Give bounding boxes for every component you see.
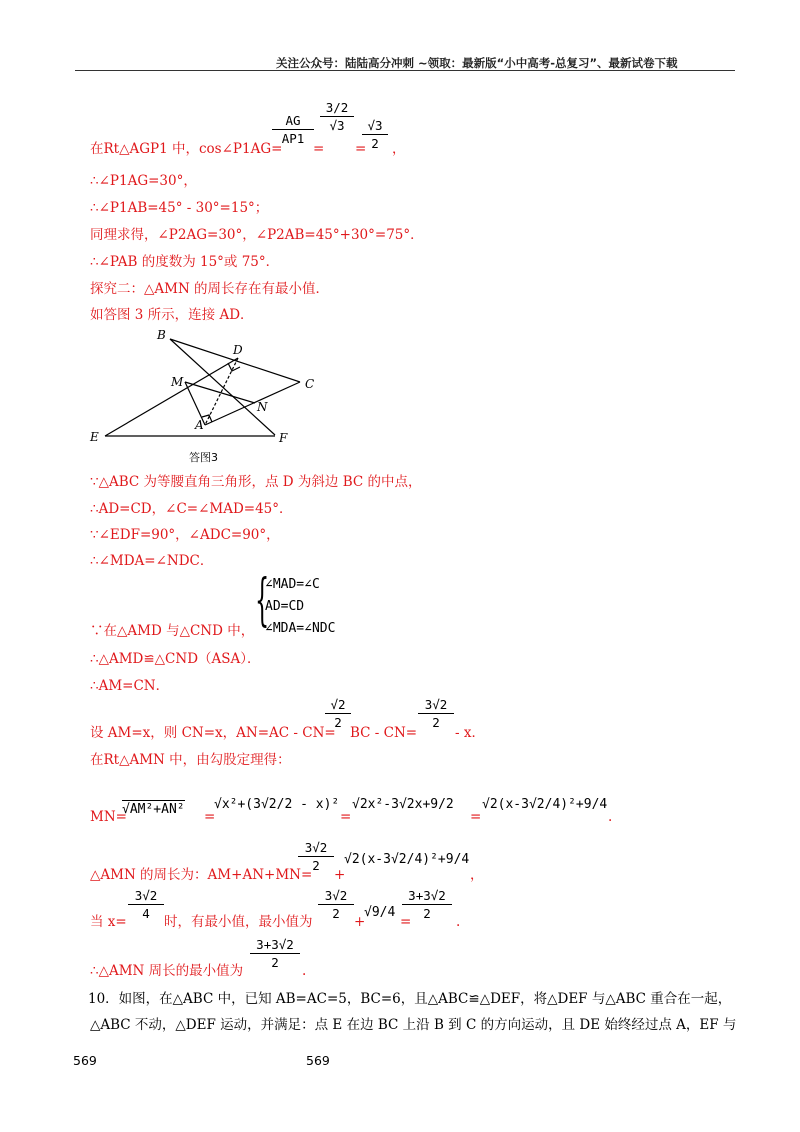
- frac-den: 2: [423, 906, 431, 921]
- label-A: A: [195, 418, 204, 432]
- eq-sign: =: [470, 809, 482, 825]
- line-6: 探究二：△AMN 的周长存在有最小值．: [90, 281, 330, 297]
- line-7: 如答图 3 所示，连接 AD．: [90, 307, 254, 323]
- frac-num: AG: [285, 113, 301, 128]
- line-cos: 在Rt△AGP1 中，cos∠P1AG=: [90, 141, 283, 157]
- line-2: ∴∠P1AG=30°，: [90, 173, 197, 189]
- frac-den: 2: [332, 906, 340, 921]
- line-5: ∴∠PAB 的度数为 15°或 75°．: [90, 254, 280, 270]
- label-B: B: [157, 328, 166, 342]
- frac-num: 3√2: [304, 840, 328, 855]
- label-C: C: [305, 377, 315, 391]
- frac-den: 2: [371, 136, 379, 151]
- frac-sqrt2-2: [325, 697, 351, 730]
- system-eq-3: ∠MDA=∠NDC: [265, 621, 336, 636]
- line-19-mid: 时，有最小值，最小值为: [164, 914, 313, 930]
- frac-3p3sqrt2-2-b: [250, 937, 300, 970]
- period: .: [302, 963, 307, 979]
- frac-num: 3+3√2: [408, 888, 446, 903]
- line-18: △AMN 的周长为：AM+AN+MN=: [90, 867, 313, 883]
- line-19: 当 x=: [90, 914, 127, 930]
- edge-C-A: [205, 382, 300, 425]
- label-N: N: [257, 400, 268, 414]
- system-eq-2: AD=CD: [265, 599, 305, 614]
- line-15-mid: BC - CN=: [350, 725, 418, 741]
- plus-sign: +: [354, 914, 366, 930]
- label-F: F: [279, 431, 288, 445]
- frac-num: 3√2: [134, 888, 158, 903]
- question-10-line-2: △ABC 不动，△DEF 运动，并满足：点 E 在边 BC 上沿 B 到 C 的方向运动，且 DE 始终经过点 A，EF 与: [90, 1017, 737, 1033]
- frac-den: 2: [312, 858, 320, 873]
- line-17-label: MN=: [90, 809, 127, 825]
- frac-ag-ap1: [272, 113, 314, 146]
- label-M: M: [171, 375, 184, 389]
- frac-num: √3: [367, 118, 383, 133]
- page-number-left: 569: [73, 1053, 97, 1068]
- frac-num: 3√2: [324, 888, 348, 903]
- root-expr-2: √x²+(3√2/2 - x)²: [214, 797, 340, 812]
- frac-sqrt3-2: [362, 118, 388, 151]
- edge-B-F: [170, 339, 275, 435]
- line-13: ∴△AMD≌△CND（ASA）．: [90, 651, 261, 667]
- frac-num: 3/2: [325, 100, 349, 115]
- eq-sign: =: [355, 141, 367, 157]
- line-4: 同理求得，∠P2AG=30°，∠P2AB=45°+30°=75°．: [90, 227, 424, 243]
- frac-den: AP1: [281, 131, 305, 146]
- header-rule: [75, 70, 735, 71]
- frac-den: 2: [432, 715, 440, 730]
- right-angle-D: [228, 363, 240, 371]
- eq-sign: =: [340, 809, 352, 825]
- eq-sign: =: [313, 141, 325, 157]
- frac-den: 2: [334, 715, 342, 730]
- line-8: ∵△ABC 为等腰直角三角形，点 D 为斜边 BC 的中点，: [90, 474, 422, 490]
- frac-num: √2: [330, 697, 346, 712]
- line-3: ∴∠P1AB=45° - 30°=15°；: [90, 200, 269, 216]
- edge-E-D: [105, 358, 238, 436]
- eq-sign: =: [400, 914, 412, 930]
- line-15-end: - x．: [455, 725, 485, 741]
- line-14: ∴AM=CN．: [90, 678, 170, 694]
- line-12: ∵在△AMD 与△CND 中，: [90, 623, 255, 639]
- question-10-line-1: 10．如图，在△ABC 中，已知 AB=AC=5，BC=6，且△ABC≌△DEF，将△DEF 与△ABC 重合在一起，: [88, 991, 732, 1007]
- frac-32-sqrt3: [320, 100, 354, 133]
- line-15: 设 AM=x，则 CN=x，AN=AC - CN=: [90, 725, 336, 741]
- frac-num: 3√2: [424, 697, 448, 712]
- label-D: D: [233, 343, 243, 357]
- line-9: ∴AD=CD，∠C=∠MAD=45°．: [90, 501, 293, 517]
- frac-den: 4: [142, 906, 150, 921]
- line-16: 在Rt△AMN 中，由勾股定理得：: [90, 752, 291, 768]
- figure-answer-3: [85, 325, 325, 465]
- eq-sign: =: [204, 809, 216, 825]
- equation-system: { ∠MAD=∠C AD=CD ∠MDA=∠NDC: [255, 568, 336, 636]
- line-10: ∵∠EDF=90°，∠ADC=90°，: [90, 527, 280, 543]
- frac-3p3sqrt2-2: [402, 888, 452, 921]
- line-11: ∴∠MDA=∠NDC．: [90, 553, 214, 569]
- plus-sign: +: [334, 867, 346, 883]
- root-expr-6: √9/4: [364, 905, 396, 920]
- line-suffix: ，: [392, 141, 406, 157]
- page-header: 关注公众号：陆陆高分冲刺 ~领取：最新版“小中高考-总复习”、最新试卷下载: [276, 56, 678, 70]
- period: .: [456, 914, 461, 930]
- frac-3sqrt2-4: [128, 888, 164, 921]
- frac-3sqrt2-2-b: [298, 840, 334, 873]
- frac-3sqrt2-2: [418, 697, 454, 730]
- root-expr-1: √AM²+AN²: [122, 802, 185, 817]
- frac-3sqrt2-2-c: [318, 888, 354, 921]
- line-20: ∴△AMN 周长的最小值为: [90, 963, 244, 979]
- figure-caption: 答图3: [189, 451, 218, 464]
- page-number-center: 569: [306, 1053, 330, 1068]
- label-E: E: [90, 430, 99, 444]
- period: .: [608, 809, 613, 825]
- root-expr-5: √2(x-3√2/4)²+9/4: [344, 852, 470, 867]
- frac-den: 2: [271, 955, 279, 970]
- frac-den: √3: [329, 118, 345, 133]
- root-expr-4: √2(x-3√2/4)²+9/4: [482, 797, 608, 812]
- comma: ，: [470, 867, 484, 883]
- frac-num: 3+3√2: [256, 937, 294, 952]
- root-expr-3: √2x²-3√2x+9/2: [352, 797, 454, 812]
- system-eq-1: ∠MAD=∠C: [265, 577, 320, 592]
